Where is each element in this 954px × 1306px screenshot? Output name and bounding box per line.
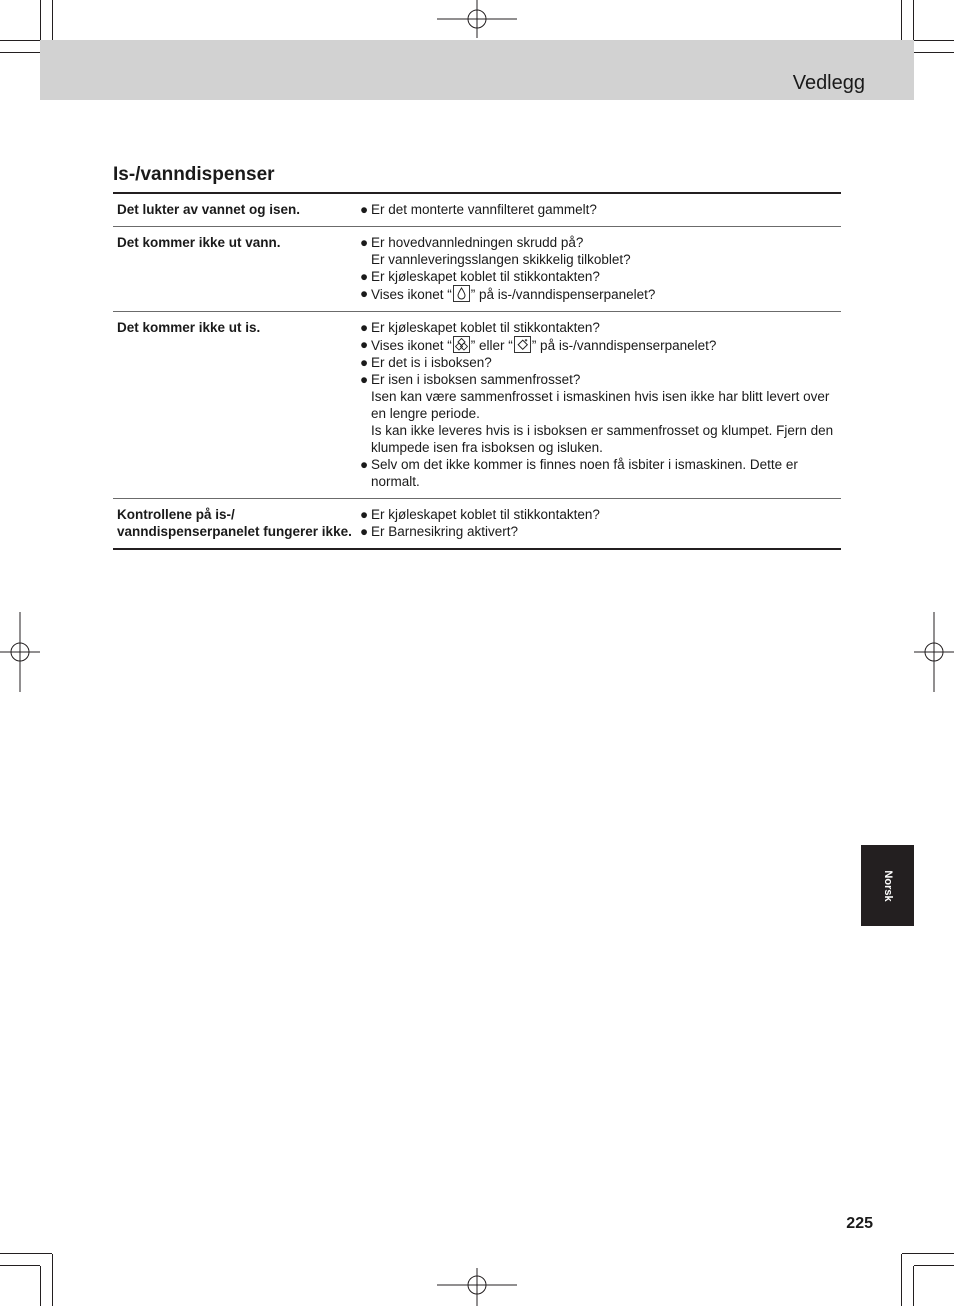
crop-mark (0, 1253, 52, 1254)
check-text: Er kjøleskapet koblet til stikkontakten? (371, 320, 600, 335)
list-item (360, 285, 837, 303)
list-item (360, 523, 837, 540)
problem-cell: Det lukter av vannet og isen. (117, 202, 301, 217)
bullet-icon: ● (360, 372, 369, 387)
list-item (360, 336, 837, 354)
crop-mark (913, 1266, 914, 1306)
list-item (360, 234, 837, 251)
check-text: Is kan ikke leveres hvis is i isboksen er sammenfrosset og klumpet. Fjern den klumpede isen fra isboksen og isluken. (371, 423, 834, 455)
water-drop-icon (453, 285, 470, 302)
table-row (113, 311, 841, 498)
check-list (356, 312, 841, 498)
crop-mark (901, 1254, 902, 1306)
check-text: Er hovedvannledningen skrudd på? (371, 235, 584, 250)
crop-mark (0, 40, 40, 41)
list-item (360, 506, 837, 523)
check-list (356, 227, 841, 311)
problem-cell: Det kommer ikke ut is. (117, 320, 261, 335)
bullet-icon: ● (360, 355, 369, 370)
section-title: Is-/vanndispenser (113, 164, 275, 185)
bullet-icon: ● (360, 235, 369, 250)
list-item (360, 388, 837, 422)
check-text: Er isen i isboksen sammenfrosset? (371, 372, 581, 387)
bullet-icon: ● (360, 320, 369, 335)
page-number: 225 (846, 1215, 873, 1232)
list-item (360, 422, 837, 456)
bullet-icon: ● (360, 507, 369, 522)
list-item (360, 268, 837, 285)
check-text: ” på is-/vanndispenserpanelet? (470, 287, 656, 302)
check-text: Er kjøleskapet koblet til stikkontakten? (371, 507, 600, 522)
registration-mark-icon (437, 0, 517, 40)
list-item (360, 456, 837, 490)
check-text: Vises ikonet “ (371, 338, 452, 353)
check-text: Er Barnesikring aktivert? (371, 524, 519, 539)
crop-mark (40, 0, 41, 40)
ice-cube-icon (514, 336, 531, 353)
language-tab (861, 845, 914, 926)
bullet-icon: ● (360, 269, 369, 284)
language-tab-label: Norsk (881, 869, 894, 902)
page-header-title: Vedlegg (792, 72, 865, 94)
check-text: Er vannleveringsslangen skikkelig tilkoblet? (371, 252, 631, 267)
troubleshooting-table (113, 192, 841, 550)
table-row (113, 194, 841, 226)
crop-mark (52, 1254, 53, 1306)
header-band (40, 40, 914, 100)
list-item (360, 201, 837, 218)
bullet-icon: ● (360, 457, 369, 472)
registration-mark-icon (0, 612, 40, 692)
crop-mark (914, 40, 954, 41)
problem-cell: Det kommer ikke ut vann. (117, 235, 281, 250)
registration-mark-icon (437, 1266, 517, 1306)
table-row (113, 498, 841, 548)
list-item (360, 319, 837, 336)
check-text: Er det is i isboksen? (371, 355, 492, 370)
bullet-icon: ● (360, 286, 369, 301)
problem-cell: Kontrollene på is-/ vanndispenserpanelet fungerer ikke. (117, 507, 352, 539)
check-list (356, 194, 841, 226)
bullet-icon: ● (360, 524, 369, 539)
check-text: Er kjøleskapet koblet til stikkontakten? (371, 269, 600, 284)
list-item (360, 251, 837, 268)
check-text: Vises ikonet “ (371, 287, 452, 302)
table-row (113, 226, 841, 311)
bullet-icon: ● (360, 337, 369, 352)
crop-mark (914, 1265, 954, 1266)
bullet-icon: ● (360, 202, 369, 217)
check-text: ” eller “ (470, 338, 513, 353)
registration-mark-icon (914, 612, 954, 692)
crop-mark (913, 0, 914, 40)
check-list (356, 499, 841, 548)
check-text: Er det monterte vannfilteret gammelt? (371, 202, 597, 217)
crop-mark (0, 1265, 40, 1266)
check-text: ” på is-/vanndispenserpanelet? (531, 338, 717, 353)
check-text: Isen kan være sammenfrosset i ismaskinen hvis isen ikke har blitt levert over en lengre periode. (371, 389, 830, 421)
check-text: Selv om det ikke kommer is finnes noen få isbiter i ismaskinen. Dette er normalt. (371, 457, 798, 489)
crop-mark (902, 1253, 954, 1254)
list-item (360, 371, 837, 388)
crop-mark (40, 1266, 41, 1306)
ice-cubes-icon (453, 336, 470, 353)
list-item (360, 354, 837, 371)
